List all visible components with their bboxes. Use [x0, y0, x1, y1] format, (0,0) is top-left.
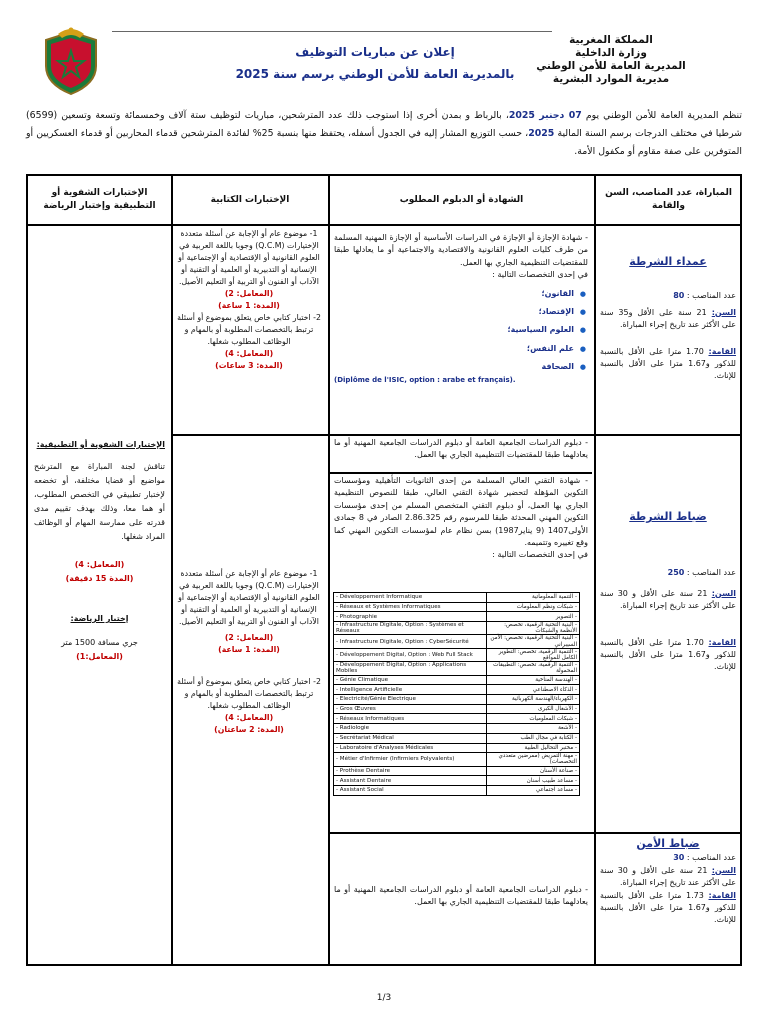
specialty-row [334, 675, 580, 685]
exam-date: 07 دجنبر 2025 [508, 110, 582, 121]
posts-count: 30 [673, 853, 685, 863]
specialty-ar: - مساعد اجتماعي [487, 785, 580, 795]
spec-intro: في إحدى التخصصات التالية : [492, 550, 588, 560]
age-text: 21 سنة على الأقل و 30 سنة على الأكثر عند تاريخ إجراء المباراة. [600, 588, 736, 611]
specialty-fr: - Assistant Dentaire [334, 776, 487, 786]
rank-officers: ضباط الشرطة [629, 510, 707, 523]
specialty-fr: - Réseaux Informatiques [334, 714, 487, 724]
specialty-ar: - التصوير [487, 612, 580, 622]
specialty-ar: - شبكات ونظم المعلومات [487, 602, 580, 612]
posts-label: عدد المناصب : [686, 853, 736, 863]
height-label: القامة: [708, 637, 737, 647]
specialty-fr: - Prothèse Dentaire [334, 766, 487, 776]
posts-count: 80 [673, 291, 685, 301]
row1-exam [600, 256, 736, 383]
written-1-duration: (المدة: 1 ساعة) [218, 645, 280, 654]
row1-degree [334, 232, 588, 386]
height-label: القامة: [708, 346, 737, 356]
specialty-list [334, 288, 588, 374]
ministry-line: وزارة الداخلية [575, 47, 647, 59]
rank-security-officers: ضباط الأمن [636, 837, 700, 850]
row3-degree: - دبلوم الدراسات الجامعية العامة أو دبلوم الدراسات الجامعية المهنية أو ما يعادلهما طبقا للمقتضيات التنظيمية الجاري بها العمل. [334, 885, 588, 907]
specialty-ar: - مساعد طبيب أسنان [487, 776, 580, 786]
row2-written [176, 568, 322, 736]
specialty-fr: - Infrastructure Digitale, Option : CyberSécurité [334, 635, 487, 648]
specialty-ar: - البنية التحتية الرقمية، تخصص: الأمن السيبراني [487, 635, 580, 648]
height-text: 1.70 مترا على الأقل بالنسبة للذكور و1.67 مترا على الأقل بالنسبة للإناث. [600, 346, 736, 381]
sport-text: جري مسافة 1500 متر [61, 638, 138, 647]
ministry-line: المملكة المغربية [569, 34, 653, 46]
header-oral: الإختبارات الشفوية أو التطبيقية وإختبار الرياضة [43, 188, 156, 211]
header-rule [112, 31, 552, 32]
sport-title: إختبار الرياضة: [70, 614, 129, 623]
specialty-row [334, 785, 580, 795]
specialty-row [334, 622, 580, 635]
specialty-item: ● علم النفس؛ [334, 343, 574, 355]
specialty-fr: - Photographie [334, 612, 487, 622]
ministry-line: مديرية الموارد البشرية [552, 73, 670, 85]
specialty-ar: - الكتابة في مجال الطب [487, 733, 580, 743]
specialty-row [334, 685, 580, 695]
title-line2: بالمديرية العامة للأمن الوطني برسم سنة 2025 [235, 67, 515, 81]
specialty-row [334, 704, 580, 714]
police-emblem-icon [40, 26, 102, 96]
age-label: السن: [711, 865, 737, 875]
intro-part3: ، حسب التوزيع المشار إليه في الجدول أسفله، يحتفظ منها بنسبة 25% لفائدة المترشحين قدماء المحاربين أو قدماء العسكريين أو المتوفرين على صفة مقاوم أو مكفول الأمة. [26, 128, 742, 157]
degree-text: - شهادة الإجازة أو الإجازة في الدراسات الأساسية أو الإجازة المهنية المسلمة من طرف كليات العلوم القانونية والاقتصادية والاجتماعية أو ما يعادلها طبقا للمقتضيات التنظيمية الجاري بها العمل. [334, 233, 588, 267]
row2-exam [600, 511, 736, 674]
specialty-fr: - Laboratoire d'Analyses Médicales [334, 743, 487, 753]
title-line1: إعلان عن مباريات التوظيف [295, 45, 455, 59]
written-1-duration: (المدة: 1 ساعة) [218, 301, 280, 310]
row3-exam [600, 838, 736, 927]
row2-degree-a: - دبلوم الدراسات الجامعية العامة أو دبلوم الدراسات الجامعية المهنية أو ما يعادلهما طبقا للمقتضيات التنظيمية الجاري بها العمل. [334, 438, 588, 460]
specialty-table [333, 592, 580, 796]
oral-column [34, 438, 165, 664]
specialty-ar: - البنية التحتية الرقمية، تخصص: الأنظمة والشبكات [487, 622, 580, 635]
specialty-fr: - Développement Digital, Option : Web Full Stack [334, 648, 487, 661]
age-label: السن: [711, 307, 736, 317]
specialty-row [334, 662, 580, 675]
specialty-fr: - Intelligence Artificielle [334, 685, 487, 695]
written-test-2: 2- اختبار كتابي خاص يتعلق بموضوع أو أسئلة ترتبط بالتخصصات المطلوبة أو بالمهام و الوظائف المطلوب شغلها. [177, 677, 321, 710]
age-label: السن: [711, 588, 737, 598]
specialty-ar: - التنمية الرقمية، تخصص: التطوير الكامل للمواقع [487, 648, 580, 661]
specialty-row [334, 714, 580, 724]
written-2-coef: (المعامل: 4) [224, 713, 274, 722]
header-exam: المباراة، عدد المناصب، السن والقامة [605, 188, 732, 211]
intro-paragraph [26, 107, 742, 161]
specialty-fr: - Infrastructure Digitale, Option : Systèmes et Réseaux [334, 622, 487, 635]
degree-b-text: - شهادة التقني العالي المسلمة من إحدى الثانويات التأهيلية ومؤسسات التكوين المؤهلة لتحضير شهادة التقني العالي، طبقا للنصوص التنظيمية الجاري بها العمل، أو دبلوم التقني المتخصص المسلم من إحدى مؤسسات التكوين المهني المحدثة طبقا للمرسوم رقم 2.86.325 الصادر في 8 جمادى الأولى1407 (9 يناير1987) بسن نظام عام لمؤسسات التكوين المهني كما وقع تغييره وتتميمه. [334, 476, 589, 548]
height-text: 1.73 مترا على الأقل بالنسبة للذكور و1.67 مترا على الأقل بالنسبة للإناث. [600, 890, 736, 925]
specialty-row [334, 724, 580, 734]
intro-part2: ، بالرباط و بمدن أخرى إذا استوجب ذلك عدد المترشحين، مباريات لتوظيف ستة آلاف وخمسمائة وتسعة وتسعين (6599) شرطيا في مختلف الدرجات برسم السنة المالية [26, 110, 742, 139]
specialty-row [334, 753, 580, 766]
row2-degree-b [334, 475, 588, 562]
journalism-note: (Diplôme de l'ISIC, option : arabe et français). [334, 375, 516, 384]
written-2-duration: (المدة: 3 ساعات) [215, 361, 283, 370]
col-divider [594, 176, 596, 964]
recruitment-table [26, 174, 742, 966]
posts-label: عدد المناصب : [686, 568, 736, 578]
fiscal-year: 2025 [528, 128, 555, 139]
age-text: 21 سنة على الأقل و35 سنة على الأكثر عند تاريخ إجراء المباراة. [600, 307, 736, 330]
specialty-item: ● الإقتصاد؛ [334, 306, 574, 318]
row-divider [171, 434, 740, 436]
header-written: الإختبارات الكتابية [210, 194, 290, 205]
specialty-fr: - Secrétariat Médical [334, 733, 487, 743]
specialty-fr: - Réseaux et Systèmes Informatiques [334, 602, 487, 612]
written-test-2: 2- اختبار كتابي خاص يتعلق بموضوع أو أسئلة ترتبط بالتخصصات المطلوبة أو بالمهام و الوظائف المطلوب شغلها. [177, 313, 321, 346]
sport-coef: (المعامل:1) [76, 652, 123, 661]
written-1-coef: (المعامل: 2) [224, 633, 274, 642]
header-degree: الشهادة أو الدبلوم المطلوب [399, 194, 524, 205]
posts-count: 250 [667, 568, 685, 578]
oral-coef: (المعامل: 4) [74, 560, 125, 569]
specialty-row [334, 776, 580, 786]
specialty-row [334, 733, 580, 743]
written-1-coef: (المعامل: 2) [224, 289, 274, 298]
specialty-ar: - الكهرباء/الهندسة الكهربائية [487, 695, 580, 705]
specialty-row [334, 602, 580, 612]
posts-label: عدد المناصب : [686, 291, 736, 301]
written-2-coef: (المعامل: 4) [224, 349, 274, 358]
ministry-line: المديرية العامة للأمن الوطني [536, 60, 686, 72]
page-number: 1/3 [376, 993, 392, 1003]
intro-part1: تنظم المديرية العامة للأمن الوطني يوم [585, 110, 742, 121]
specialty-ar: - مختبر التحاليل الطبية [487, 743, 580, 753]
specialty-fr: - Assistant Social [334, 785, 487, 795]
height-label: القامة: [708, 890, 737, 900]
specialty-ar: - الهندسة المناخية [487, 675, 580, 685]
written-2-duration: (المدة: 2 ساعتان) [214, 725, 284, 734]
rank-commissaires: عمداء الشرطة [629, 255, 707, 268]
specialty-item: ● الصحافة [334, 361, 574, 373]
specialty-item: ● العلوم السياسية؛ [334, 324, 574, 336]
announcement-title [200, 41, 550, 85]
oral-duration: (المدة 15 دقيقة) [65, 574, 134, 583]
specialty-ar: - التنمية المعلوماتية [487, 593, 580, 603]
written-test-1: 1- موضوع عام أو الإجابة عن أسئلة متعددة الإختيارات (Q.C.M) وجوبا باللغة العربية في العلوم القانونية أو الإقتصادية أو الإجتماعية أو الإنسانية أو التدبيرية أو العلمية أو التقنية أو الآداب أو الفنون أو التربية أو التعليم الأصيل. [178, 569, 320, 626]
sub-row-divider [328, 472, 592, 474]
specialty-fr: - Radiologie [334, 724, 487, 734]
specialty-ar: - الأشعة [487, 724, 580, 734]
specialty-row [334, 612, 580, 622]
specialty-fr: - Développement Digital, Option : Applications Mobiles [334, 662, 487, 675]
specialty-ar: - مهنة التمريض (ممرضين متعددي التخصصات) [487, 753, 580, 766]
specialty-row [334, 695, 580, 705]
spec-intro: في إحدى التخصصات التالية : [492, 270, 588, 280]
oral-text: تناقش لجنة المباراة مع المترشح مواضيع أو قضايا مختلفة، أو تخضعه لإختبار تطبيقي في التخصص المطلوب، أو هما معا، وذلك بهدف تقييم مدى قدرته على ممارسة المهام أو الوظائف المراد شغلها. [34, 462, 165, 541]
specialty-fr: - Electricité/Génie Electrique [334, 695, 487, 705]
age-text: 21 سنة على الأقل و 30 سنة على الأكثر عند تاريخ إجراء المباراة. [600, 865, 736, 888]
specialty-row [334, 743, 580, 753]
specialty-row [334, 648, 580, 661]
specialty-row [334, 635, 580, 648]
specialty-row [334, 766, 580, 776]
written-test-1: 1- موضوع عام أو الإجابة عن أسئلة متعددة الإختيارات (Q.C.M) وجوبا باللغة العربية في العلوم القانونية أو الإقتصادية أو الإجتماعية أو الإنسانية أو التدبيرية أو العلمية أو التقنية أو الآداب أو الفنون أو التربية أو التعليم الأصيل. [178, 229, 320, 286]
specialty-fr: - Développement Informatique [334, 593, 487, 603]
specialty-ar: - التنمية الرقمية، تخصص: التطبيقات المحمولة [487, 662, 580, 675]
specialty-ar: - شبكات المعلوميات [487, 714, 580, 724]
specialty-ar: - الذكاء الاصطناعي [487, 685, 580, 695]
specialty-row [334, 593, 580, 603]
specialty-item: ● القانون؛ [334, 288, 574, 300]
specialty-fr: - Gros Œuvres [334, 704, 487, 714]
row1-written [176, 228, 322, 372]
header-divider [28, 224, 740, 226]
specialty-fr: - Génie Climatique [334, 675, 487, 685]
specialty-ar: - صناعة الأسنان [487, 766, 580, 776]
col-divider [328, 176, 330, 964]
row-divider [328, 832, 740, 834]
oral-title: الإختبارات الشفوية أو التطبيقية: [36, 440, 165, 449]
height-text: 1.70 مترا على الأقل بالنسبة للذكور و1.67 مترا على الأقل بالنسبة للإناث. [600, 637, 736, 672]
specialty-fr: - Métier d'Infirmier (Infirmiers Polyvalents) [334, 753, 487, 766]
col-divider [171, 176, 173, 964]
specialty-ar: - الأشغال الكبرى [487, 704, 580, 714]
